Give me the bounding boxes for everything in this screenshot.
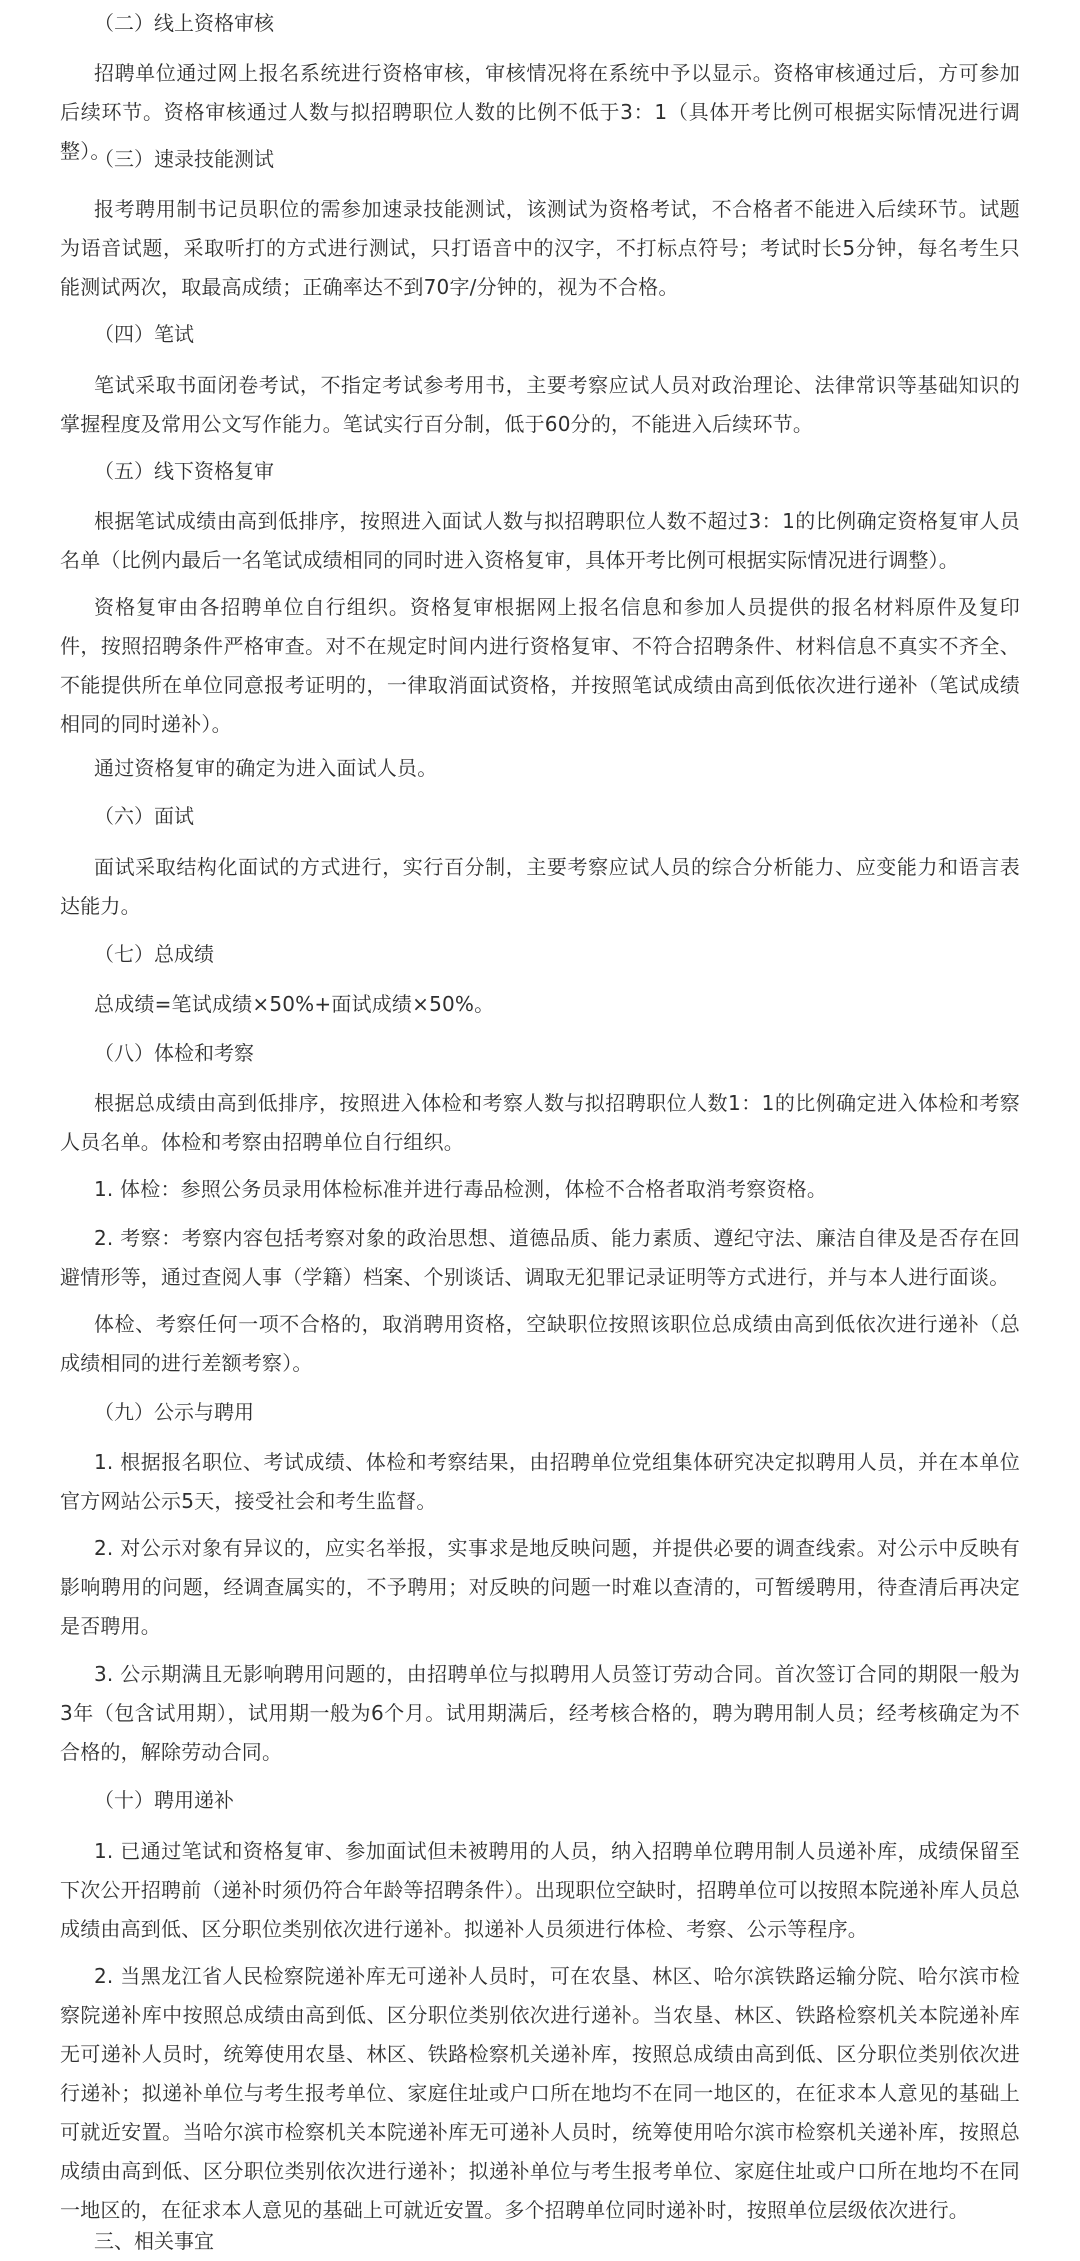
paragraph: 报考聘用制书记员职位的需参加速录技能测试，该测试为资格考试，不合格者不能进入后续环节。试题为语音试题，采取听打的方式进行测试，只打语音中的汉字，不打标点符号；考试时长5分钟，每名考生只能测试两次，取最高成绩；正确率达不到70字/分钟的，视为不合格。 bbox=[60, 197, 1020, 299]
section-heading-5: （五）线下资格复审 bbox=[94, 459, 274, 483]
section-heading-8: （八）体检和考察 bbox=[94, 1041, 254, 1065]
section-heading-9: （九）公示与聘用 bbox=[94, 1400, 254, 1424]
section-heading-3: （三）速录技能测试 bbox=[94, 147, 274, 171]
section-heading-4: （四）笔试 bbox=[94, 322, 194, 346]
paragraph: 通过资格复审的确定为进入面试人员。 bbox=[94, 756, 438, 780]
section-heading-6: （六）面试 bbox=[94, 804, 194, 828]
section-heading-7: （七）总成绩 bbox=[94, 942, 214, 966]
paragraph: 体检、考察任何一项不合格的，取消聘用资格，空缺职位按照该职位总成绩由高到低依次进行递补（总成绩相同的进行差额考察）。 bbox=[60, 1312, 1020, 1375]
paragraph: 2. 考察：考察内容包括考察对象的政治思想、道德品质、能力素质、遵纪守法、廉洁自律及是否存在回避情形等，通过查阅人事（学籍）档案、个别谈话、调取无犯罪记录证明等方式进行，并与本人进行面谈。 bbox=[60, 1226, 1020, 1289]
paragraph: 2. 当黑龙江省人民检察院递补库无可递补人员时，可在农垦、林区、哈尔滨铁路运输分院、哈尔滨市检察院递补库中按照总成绩由高到低、区分职位类别依次进行递补。当农垦、林区、铁路检察机关本院递补库无可递补人员时，统筹使用农垦、林区、铁路检察机关递补库，按照总成绩由高到低、区分职位类别依次进行递补；拟递补单位与考生报考单位、家庭住址或户口所在地均不在同一地区的，在征求本人意见的基础上可就近安置。当哈尔滨市检察机关本院递补库无可递补人员时，统筹使用哈尔滨市检察机关递补库，按照总成绩由高到低、区分职位类别依次进行递补；拟递补单位与考生报考单位、家庭住址或户口所在地均不在同一地区的，在征求本人意见的基础上可就近安置。多个招聘单位同时递补时，按照单位层级依次进行。 bbox=[60, 1964, 1020, 2222]
paragraph: 根据总成绩由高到低排序，按照进入体检和考察人数与拟招聘职位人数1：1的比例确定进入体检和考察人员名单。体检和考察由招聘单位自行组织。 bbox=[60, 1091, 1020, 1154]
paragraph: 招聘单位通过网上报名系统进行资格审核，审核情况将在系统中予以显示。资格审核通过后，方可参加后续环节。资格审核通过人数与拟招聘职位人数的比例不低于3：1（具体开考比例可根据实际情况进行调整）。 bbox=[60, 61, 1020, 163]
section-heading-10: （十）聘用递补 bbox=[94, 1788, 234, 1812]
paragraph: 资格复审由各招聘单位自行组织。资格复审根据网上报名信息和参加人员提供的报名材料原件及复印件，按照招聘条件严格审查。对不在规定时间内进行资格复审、不符合招聘条件、材料信息不真实不齐全、不能提供所在单位同意报考证明的，一律取消面试资格，并按照笔试成绩由高到低依次进行递补（笔试成绩相同的同时递补）。 bbox=[60, 595, 1020, 736]
paragraph: 3. 公示期满且无影响聘用问题的，由招聘单位与拟聘用人员签订劳动合同。首次签订合同的期限一般为3年（包含试用期），试用期一般为6个月。试用期满后，经考核合格的，聘为聘用制人员；经考核确定为不合格的，解除劳动合同。 bbox=[60, 1662, 1020, 1764]
paragraph: 1. 体检：参照公务员录用体检标准并进行毒品检测，体检不合格者取消考察资格。 bbox=[94, 1177, 828, 1201]
paragraph: 面试采取结构化面试的方式进行，实行百分制，主要考察应试人员的综合分析能力、应变能力和语言表达能力。 bbox=[60, 855, 1020, 918]
section-heading-2: （二）线上资格审核 bbox=[94, 11, 274, 35]
paragraph: 笔试采取书面闭卷考试，不指定考试参考用书，主要考察应试人员对政治理论、法律常识等基础知识的掌握程度及常用公文写作能力。笔试实行百分制，低于60分的，不能进入后续环节。 bbox=[60, 373, 1020, 436]
paragraph: 1. 根据报名职位、考试成绩、体检和考察结果，由招聘单位党组集体研究决定拟聘用人员，并在本单位官方网站公示5天，接受社会和考生监督。 bbox=[60, 1450, 1020, 1513]
paragraph: 2. 对公示对象有异议的，应实名举报，实事求是地反映问题，并提供必要的调查线索。对公示中反映有影响聘用的问题，经调查属实的，不予聘用；对反映的问题一时难以查清的，可暂缓聘用，待查清后再决定是否聘用。 bbox=[60, 1536, 1020, 1638]
paragraph: 根据笔试成绩由高到低排序，按照进入面试人数与拟招聘职位人数不超过3：1的比例确定资格复审人员名单（比例内最后一名笔试成绩相同的同时进入资格复审，具体开考比例可根据实际情况进行调整）。 bbox=[60, 509, 1020, 572]
paragraph: 1. 已通过笔试和资格复审、参加面试但未被聘用的人员，纳入招聘单位聘用制人员递补库，成绩保留至下次公开招聘前（递补时须仍符合年龄等招聘条件）。出现职位空缺时，招聘单位可以按照本院递补库人员总成绩由高到低、区分职位类别依次进行递补。拟递补人员须进行体检、考察、公示等程序。 bbox=[60, 1839, 1020, 1941]
section-heading-11: 三、相关事宜 bbox=[94, 2229, 214, 2253]
paragraph: 总成绩=笔试成绩×50%+面试成绩×50%。 bbox=[94, 992, 495, 1016]
